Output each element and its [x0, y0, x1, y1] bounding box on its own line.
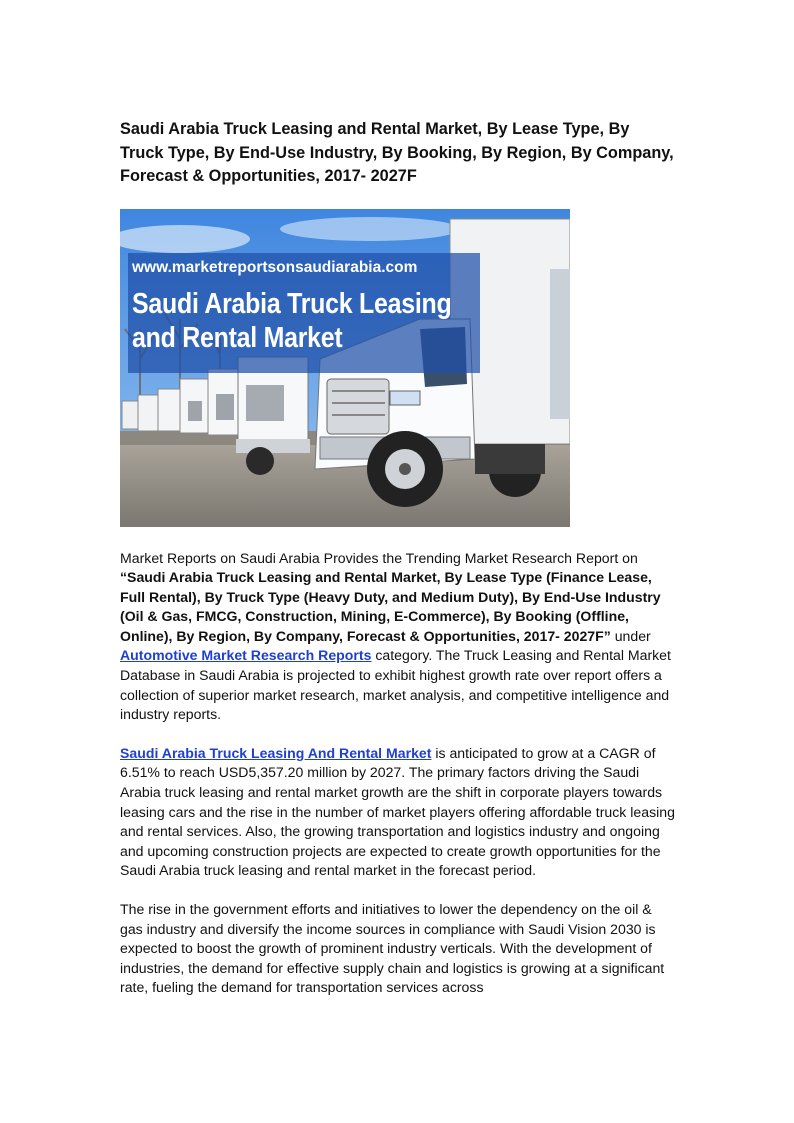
document-page — [120, 118, 676, 998]
growth-text: is anticipated to grow at a CAGR of 6.51% to reach USD5,357.20 million by 2027. The primary factors driving the Saudi Arabia truck leasing and rental market growth are the shift in corporate players towards leasing cars and the rise in the number of market players offering affordable truck leasing and rental services. Also, the growing transportation and logistics industry and ongoing and upcoming construction projects are expected to create growth opportunities for the Saudi Arabia truck leasing and rental market in the forecast period. — [120, 744, 675, 879]
automotive-reports-link[interactable]: Automotive Market Research Reports — [120, 647, 372, 664]
hero-url-text: www.marketreportsonsaudiarabia.com — [132, 258, 418, 276]
report-title: Saudi Arabia Truck Leasing and Rental Market, By Lease Type, By Truck Type, By End-Use Industry, By Booking, By Region, By Company, Forecast & Opportunities, 2017- 2027F — [120, 120, 674, 185]
intro-rest-text: category. The Truck Leasing and Rental Market Database in Saudi Arabia is projected to exhibit highest growth rate over report offers a collection of superior market research, market analysis, and competitive intelligence and industry reports. — [120, 647, 671, 723]
hero-banner-line-2: and Rental Market — [132, 321, 343, 354]
hero-image — [120, 209, 570, 527]
hero-banner-line-1: Saudi Arabia Truck Leasing — [132, 287, 452, 320]
paragraph-intro — [120, 549, 676, 725]
truck-fleet-illustration — [120, 209, 570, 527]
paragraph-growth — [120, 744, 676, 881]
paragraph-government: The rise in the government efforts and initiatives to lower the dependency on the oil & gas industry and diversify the income sources in compliance with Saudi Vision 2030 is expected to boost the growth of prominent industry verticals. With the development of industries, the demand for effective supply chain and logistics is growing at a significant rate, fueling the demand for transportation services across — [120, 901, 665, 996]
intro-text: Market Reports on Saudi Arabia Provides the Trending Market Research Report on — [120, 549, 638, 566]
market-report-link[interactable]: Saudi Arabia Truck Leasing And Rental Market — [120, 744, 432, 761]
intro-bold-report-title: “Saudi Arabia Truck Leasing and Rental Market, By Lease Type (Finance Lease, Full Rental), By Truck Type (Heavy Duty, and Medium Duty), By End-Use Industry (Oil & Gas, FMCG, Construction, Mining, E-Commerce), By Booking (Offline, Online), By Region, By Company, Forecast & Opportunities, 2017- 2027F” — [120, 569, 661, 644]
intro-under-text: under — [610, 627, 651, 644]
hero-banner-title — [132, 287, 493, 355]
